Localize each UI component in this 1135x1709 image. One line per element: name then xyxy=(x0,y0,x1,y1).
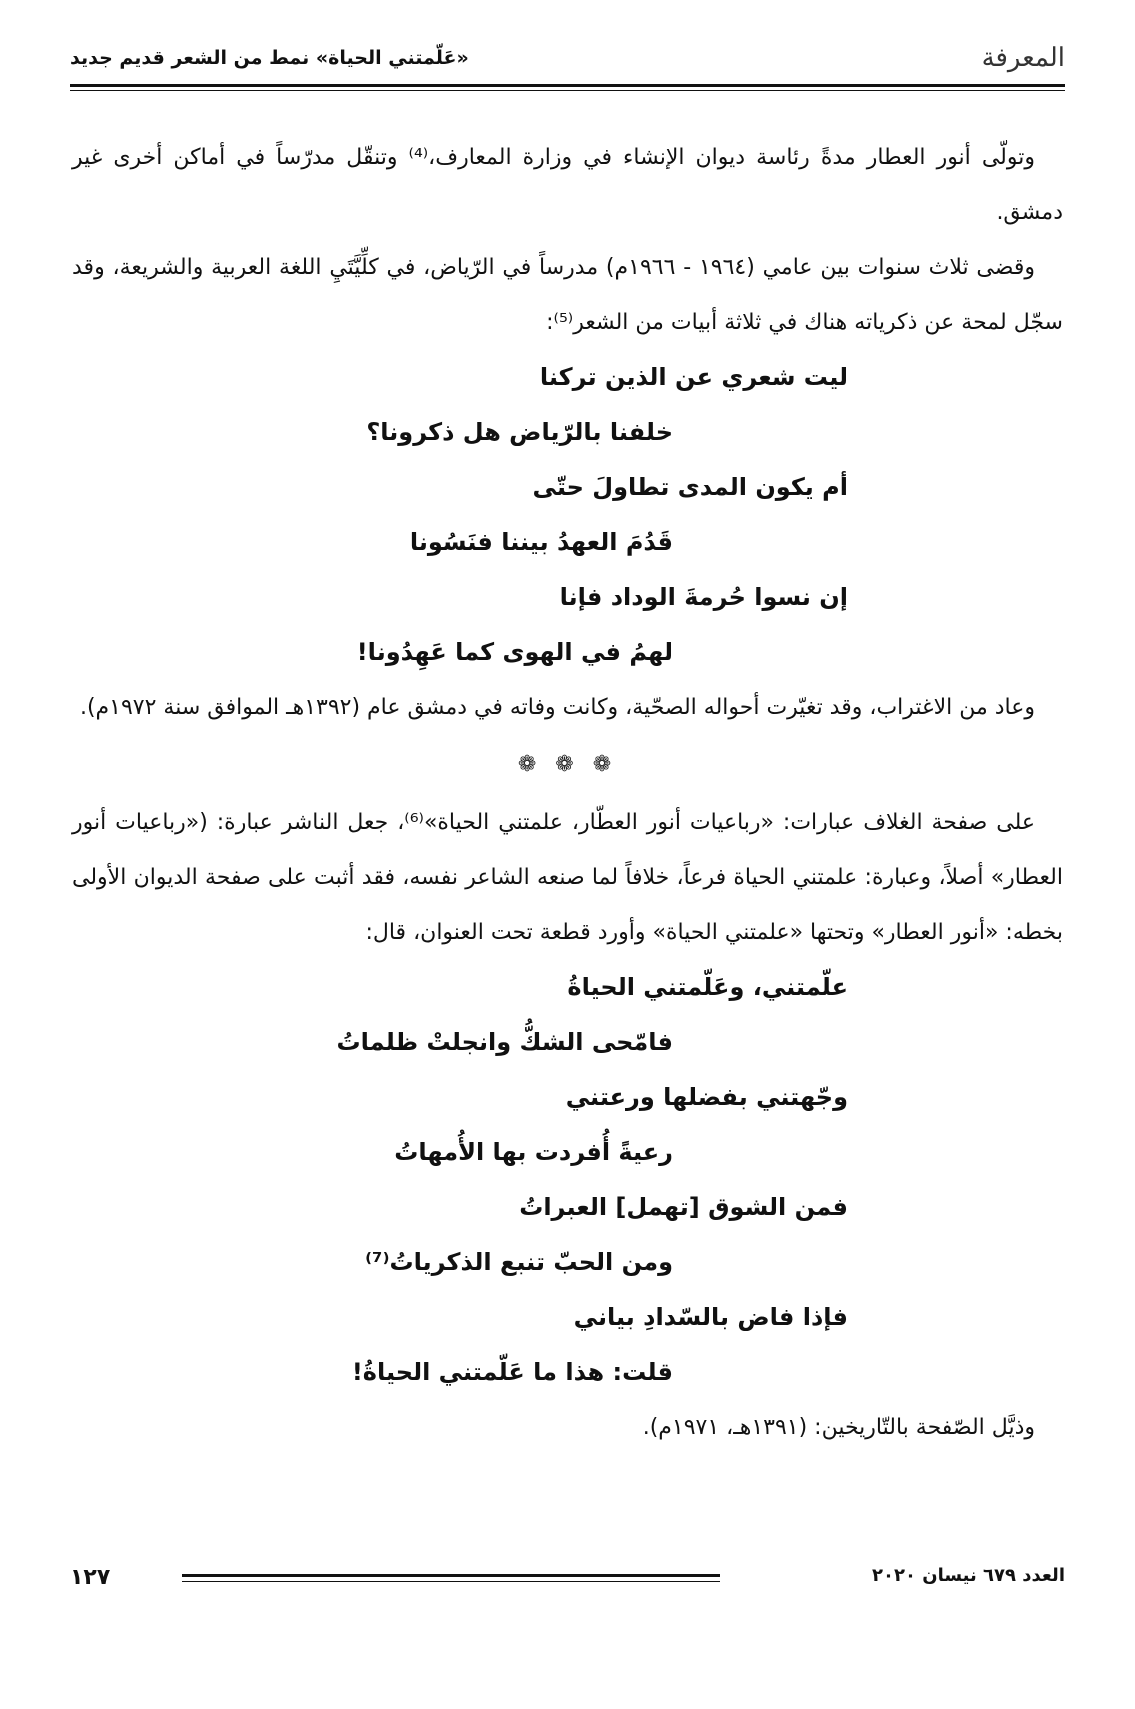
verse-first-hemistich: فإذا فاض بالسّدادِ بياني xyxy=(573,1303,848,1331)
verse-second-hemistich: قلت: هذا ما عَلّمتني الحياةُ! xyxy=(351,1358,673,1386)
paragraph: وعاد من الاغتراب، وقد تغيّرت أحواله الصحّية، وكانت وفاته في دمشق عام (١٣٩٢هـ الموافق سنة ١٩٧٢م). xyxy=(79,695,1035,720)
magazine-logo: المعرفة xyxy=(981,43,1065,73)
verse-second-hemistich: خلفنا بالرّياض هل ذكرونا؟ xyxy=(366,418,673,446)
verse-first-hemistich: وجّهتني بفضلها ورعتني xyxy=(565,1083,848,1111)
verse xyxy=(72,570,1063,680)
verse-first-hemistich: ليت شعري عن الذين تركنا xyxy=(539,363,848,391)
footer-rule xyxy=(182,1574,720,1577)
verse-second-hemistich: قَدُمَ العهدُ بيننا فنَسُونا xyxy=(409,528,673,556)
verse xyxy=(72,960,1063,1070)
verse xyxy=(72,350,1063,460)
poem-allamatni xyxy=(72,960,1063,1400)
verse xyxy=(72,1070,1063,1180)
section-separator: ❁ ❁ ❁ xyxy=(517,752,618,777)
verse-second-hemistich: رعيةً أُفردت بها الأُمهاتُ xyxy=(394,1138,673,1166)
header-rule xyxy=(70,84,1065,87)
page-number: ١٢٧ xyxy=(70,1565,111,1590)
verse xyxy=(72,460,1063,570)
running-title: «عَلّمتني الحياة» نمط من الشعر قديم جديد xyxy=(70,47,469,69)
verse-second-hemistich: فامّحى الشكُّ وانجلتْ ظلماتُ xyxy=(336,1028,673,1056)
footer-rule-thin xyxy=(182,1581,720,1582)
verse-first-hemistich: أم يكون المدى تطاولَ حتّى xyxy=(532,473,848,501)
verse-second-hemistich: ومن الحبّ تنبع الذكرياتُ⁽⁷⁾ xyxy=(365,1248,673,1276)
paragraph: وقضى ثلاث سنوات بين عامي (١٩٦٤ - ١٩٦٦م) مدرساً في الرّياض، في كلِّيَّتَيِ اللغة العربية والشريعة، وقد سجّل لمحة عن ذكرياته هناك في ثلاثة أبيات من الشعر⁽⁵⁾: xyxy=(72,255,1063,335)
verse-first-hemistich: علّمتني، وعَلّمتني الحياةُ xyxy=(567,973,848,1001)
paragraph: وتولّى أنور العطار مدةً رئاسة ديوان الإنشاء في وزارة المعارف،⁽⁴⁾ وتنقّل مدرّساً في أماكن أخرى غير دمشق. xyxy=(72,145,1063,225)
issue-info: العدد ٦٧٩ نيسان ٢٠٢٠ xyxy=(872,1565,1065,1586)
verse-first-hemistich: إن نسوا حُرمةَ الوداد فإنا xyxy=(559,583,848,611)
verse-first-hemistich: فمن الشوق [تهمل] العبراتُ xyxy=(519,1193,848,1221)
verse xyxy=(72,1180,1063,1290)
header-rule-thin xyxy=(70,90,1065,91)
article-body xyxy=(72,130,1063,1455)
paragraph: على صفحة الغلاف عبارات: «رباعيات أنور العطّار، علمتني الحياة»⁽⁶⁾، جعل الناشر عبارة: («رباعيات أنور العطار» أصلاً، وعبارة: علمتني الحياة فرعاً، خلافاً لما صنعه الشاعر نفسه، فقد أثبت على صفحة الديوان الأولى بخطه: «أنور العطار» وتحتها «علمتني الحياة» وأورد قطعة تحت العنوان، قال: xyxy=(72,810,1063,945)
verse xyxy=(72,1290,1063,1400)
verse-second-hemistich: لهمُ في الهوى كما عَهِدُونا! xyxy=(356,638,673,666)
paragraph: وذيَّل الصّفحة بالتّاريخين: (١٣٩١هـ، ١٩٧١م). xyxy=(642,1415,1035,1440)
poem-riyadh xyxy=(72,350,1063,680)
page-header xyxy=(70,38,1065,78)
